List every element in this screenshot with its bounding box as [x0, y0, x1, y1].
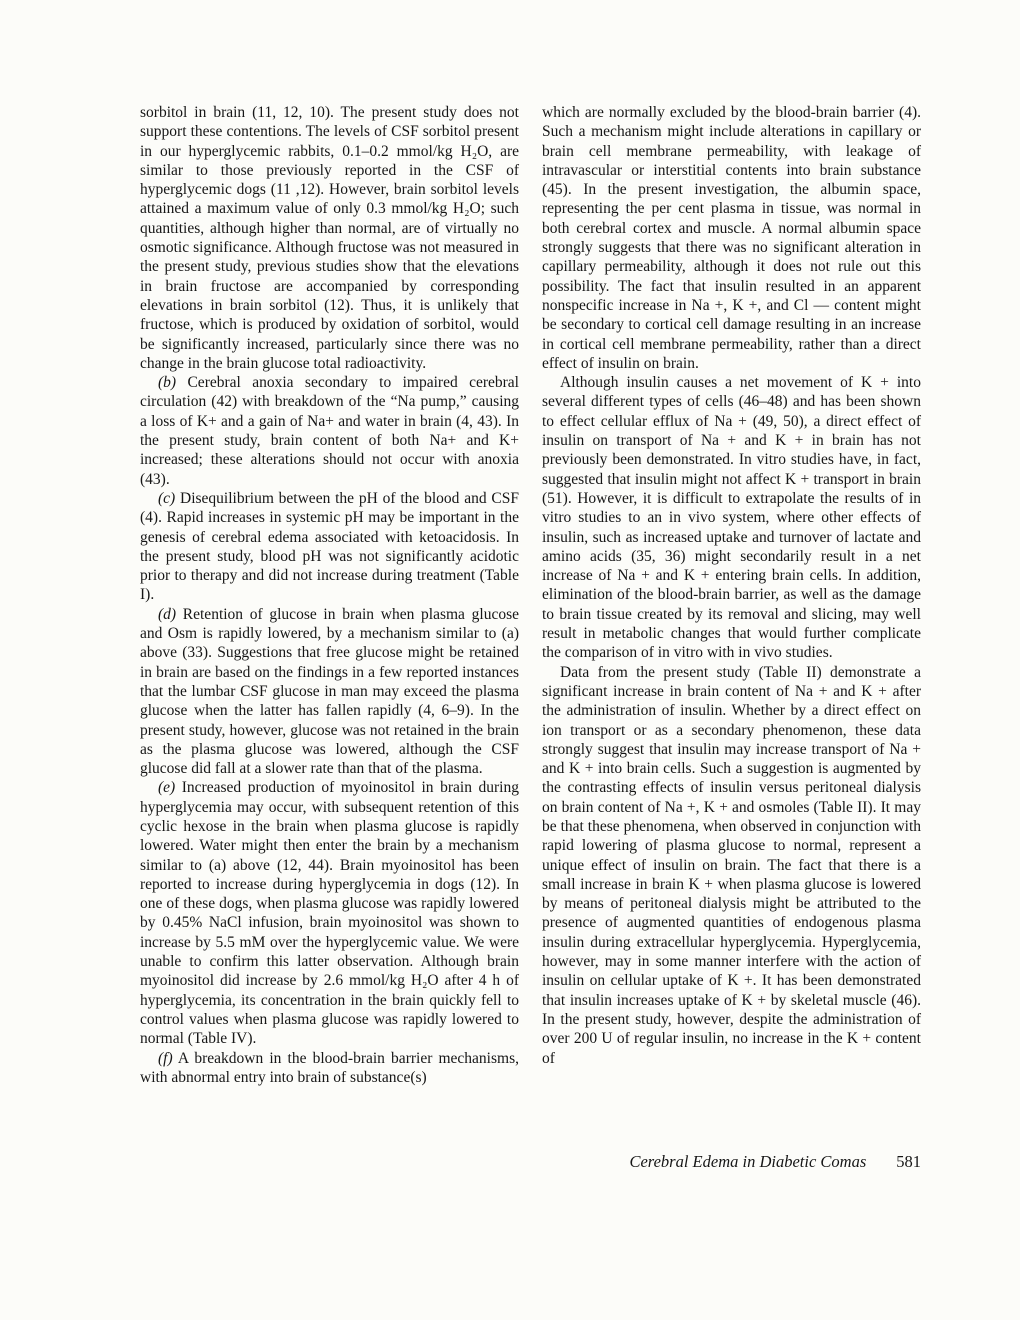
paragraph: Although insulin causes a net movement of K + into several different types of cells (46–48) and has been shown to effect cellular efflux of Na + (49, 50), a direct effect of insulin on transport of Na + and K + in brain has not previously been demonstrated. In vitro studies have, in fact, suggested that insulin might not affect K + transport in brain (51). However, it is difficult to extrapolate the results of in vitro studies to an in vivo system, where other effects of insulin, such as increased uptake and turnover of lactate and amino acids (35, 36) might secondarily result in a net increase of Na + and K + entering brain cells. In addition, elimination of the blood-brain barrier, as well as the damage to brain tissue created by its removal and slicing, may well result in metabolic changes that would further complicate the comparison of in vitro with in vivo studies.: [542, 374, 921, 662]
paragraph: sorbitol in brain (11, 12, 10). The present study does not support these contentions. The levels of CSF sorbitol present in our hyperglycemic rabbits, 0.1–0.2 mmol/kg H₂O, are similar to those previously reported in the CSF of hyperglycemic dogs (11 ,12). However, brain sorbitol levels attained a maximum value of only 0.3 mmol/kg H₂O; such quantities, although higher than normal, are of virtually no osmotic significance. Although fructose was not measured in the present study, previous studies show that the elevations in brain fructose are accompanied by corresponding elevations in brain sorbitol (12). Thus, it is unlikely that fructose, which is produced by oxidation of sorbitol, would be significantly increased, particularly since there was no change in the brain glucose total radioactivity.: [140, 104, 519, 372]
paragraph: Data from the present study (Table II) demonstrate a significant increase in brain content of Na + and K + after the administration of insulin. Whether by a direct effect on ion transport or as a secondary phenomenon, these data strongly suggest that insulin may increase transport of Na + and K + into brain cells. Such a suggestion is augmented by the contrasting effects of insulin versus peritoneal dialysis on brain content of Na +, K + and osmoles (Table II). It may be that these phenomena, when observed in conjunction with rapid lowering of plasma glucose to normal, represent a unique effect of insulin on brain. The fact that there is a small increase in brain K + when plasma glucose is lowered by means of peritoneal dialysis might be attributed to the presence of augmented quantities of endogenous plasma insulin during extracellular hyperglycemia. Hyperglycemia, however, may in some manner interfere with the action of insulin on cellular uptake of K +. It has been demonstrated that insulin increases uptake of K + by skeletal muscle (46). In the present study, however, despite the administration of over 200 U of regular insulin, no increase in the K + content of: [542, 663, 921, 1067]
paragraph: which are normally excluded by the blood-brain barrier (4). Such a mechanism might include alterations in capillary or brain cell membrane permeability, with leakage of intravascular or interstitial contents into brain substance (45). In the present investigation, the albumin space, representing the per cent plasma in tissue, was normal in both cerebral cortex and muscle. A normal albumin space strongly suggests that there was no significant alteration in capillary permeability, although it does not rule out this possibility. The fact that insulin resulted in an apparent nonspecific increase in Na +, K +, and Cl — content might be secondary to cortical cell damage resulting in an increase in cortical cell membrane permeability, rather than a direct effect of insulin on brain.: [542, 104, 921, 372]
page-number: 581: [896, 1152, 921, 1171]
running-title: Cerebral Edema in Diabetic Comas: [629, 1152, 867, 1171]
paragraph-lead-label: (c): [158, 489, 176, 507]
left-column: [140, 103, 519, 1087]
paragraph-lead-label: (d): [158, 605, 177, 623]
paragraph-lead-label: (b): [158, 374, 177, 392]
right-column: [542, 103, 921, 1087]
paragraph-lead-label: (f): [158, 1049, 173, 1067]
paragraph: (f) A breakdown in the blood-brain barrier mechanisms, with abnormal entry into brain of substance(s): [140, 1049, 519, 1086]
paragraph: (e) Increased production of myoinositol in brain during hyperglycemia may occur, with subsequent retention of this cyclic hexose in the brain when plasma glucose is rapidly lowered. Water might then enter the brain by a mechanism similar to (a) above (12, 44). Brain myoinositol has been reported to increase during hyperglycemia in dogs (12). In one of these dogs, when plasma glucose was rapidly lowered by 0.45% NaCl infusion, brain myoinositol was shown to increase by 5.5 mM over the hyperglycemic value. We were unable to confirm this latter observation. Although brain myoinositol did increase by 2.6 mmol/kg H₂O after 4 h of hyperglycemia, its concentration in the brain quickly fell to control values when plasma glucose was rapidly lowered to normal (Table IV).: [140, 779, 519, 1048]
paragraph: (c) Disequilibrium between the pH of the blood and CSF (4). Rapid increases in systemic pH may be important in the genesis of cerebral edema associated with ketoacidosis. In the present study, blood pH was not significantly acidotic prior to therapy and did not increase during treatment (Table I).: [140, 489, 519, 604]
two-column-text-block: [140, 103, 1020, 1087]
paragraph: (d) Retention of glucose in brain when plasma glucose and Osm is rapidly lowered, by a mechanism similar to (a) above (33). Suggestions that free glucose might be retained in brain are based on the findings in a few reported instances that the lumbar CSF glucose in man may exceed the plasma glucose when the latter has fallen rapidly (4, 6–9). In the present study, however, glucose was not retained in the brain as the plasma glucose was lowered, although the CSF glucose did fall at a slower rate than that of the plasma.: [140, 605, 519, 778]
page-footer: [542, 1152, 921, 1172]
paragraph-lead-label: (e): [158, 779, 176, 797]
paragraph: (b) Cerebral anoxia secondary to impaired cerebral circulation (42) with breakdown of the “Na pump,” causing a loss of K+ and a gain of Na+ and water in brain (4, 43). In the present study, brain content of both Na+ and K+ increased; these alterations should not occur with anoxia (43).: [140, 374, 519, 488]
